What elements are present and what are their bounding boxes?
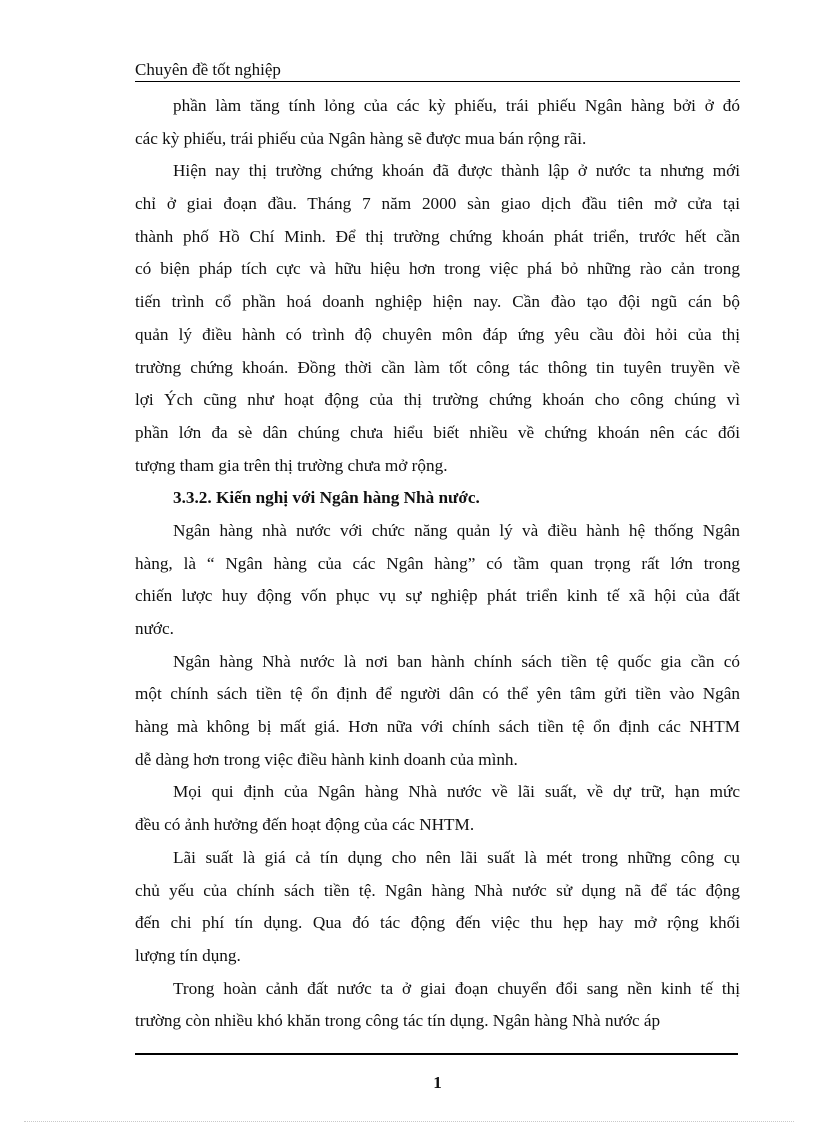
footer-divider [135,1053,738,1055]
page-number: 1 [433,1073,442,1092]
body-line: lợi Ých cũng như hoạt động của thị trường chứng khoán cho công chúng vì [135,390,740,410]
body-line: hàng mà không bị mất giá. Hơn nữa với chính sách tiền tệ ổn định các NHTM [135,717,740,737]
body-line: lượng tín dụng. [135,945,241,965]
body-line: nước. [135,619,174,638]
body-line: Ngân hàng nhà nước với chức năng quản lý và điều hành hệ thống Ngân [173,520,740,540]
body-line: phần làm tăng tính lỏng của các kỳ phiếu, trái phiếu Ngân hàng bởi ở đó [173,96,740,115]
body-line: hàng, là “ Ngân hàng của các Ngân hàng” có tầm quan trọng rất lớn trong [135,553,740,573]
body-line: các kỳ phiếu, trái phiếu của Ngân hàng sẽ được mua bán rộng rãi. [135,128,587,148]
body-line: trường chứng khoán. Đồng thời cần làm tốt công tác thông tin tuyên truyền về [135,357,740,377]
body-line: Mọi qui định của Ngân hàng Nhà nước về lãi suất, về dự trữ, hạn mức [173,782,740,802]
page-edge-divider [24,1121,794,1122]
body-line: trường còn nhiều khó khăn trong công tác tín dụng. Ngân hàng Nhà nước áp [135,1011,661,1031]
body-line: đều có ảnh hưởng đến hoạt động của các NHTM. [135,815,475,835]
body-line: phần lớn đa sè dân chúng chưa hiểu biết nhiều về chứng khoán nên các đối [135,422,740,442]
body-line: đến chi phí tín dụng. Qua đó tác động đến việc thu hẹp hay mở rộng khối [135,913,740,933]
body-line: thành phố Hồ Chí Minh. Để thị trường chứng khoán phát triển, trước hết cần [135,226,740,246]
body-line: tiến trình cổ phần hoá doanh nghiệp hiện nay. Cần đào tạo đội ngũ cán bộ [135,292,740,312]
body-line: chủ yếu của chính sách tiền tệ. Ngân hàng Nhà nước sử dụng nã để tác động [135,880,740,900]
body-line: chiến lược huy động vốn phục vụ sự nghiệp phát triển kinh tế xã hội của đất [135,586,740,606]
body-line: quản lý điều hành có trình độ chuyên môn đáp ứng yêu cầu đòi hỏi của thị [135,324,740,344]
body-line: có biện pháp tích cực và hữu hiệu hơn trong việc phá bỏ những rào cản trong [135,259,740,279]
document-body [135,90,740,1038]
body-line: một chính sách tiền tệ ổn định để người dân có thể yên tâm gửi tiền vào Ngân [135,684,740,704]
page-header-title: Chuyên đề tốt nghiệp [135,60,281,79]
body-line: dễ dàng hơn trong việc điều hành kinh doanh của mình. [135,749,518,769]
body-line: tượng tham gia trên thị trường chưa mở rộng. [135,455,448,475]
body-line: Trong hoàn cảnh đất nước ta ở giai đoạn chuyển đổi sang nền kinh tế thị [173,978,740,998]
body-line: chỉ ở giai đoạn đầu. Tháng 7 năm 2000 sàn giao dịch đầu tiên mở cửa tại [135,194,740,214]
body-line: Ngân hàng Nhà nước là nơi ban hành chính sách tiền tệ quốc gia cần có [173,651,740,671]
header-divider [135,81,740,82]
section-heading: 3.3.2. Kiến nghị với Ngân hàng Nhà nước. [173,488,480,508]
body-line: Lãi suất là giá cả tín dụng cho nên lãi suất là mét trong những công cụ [173,847,740,867]
body-line: Hiện nay thị trường chứng khoán đã được thành lập ở nước ta nhưng mới [173,161,740,181]
